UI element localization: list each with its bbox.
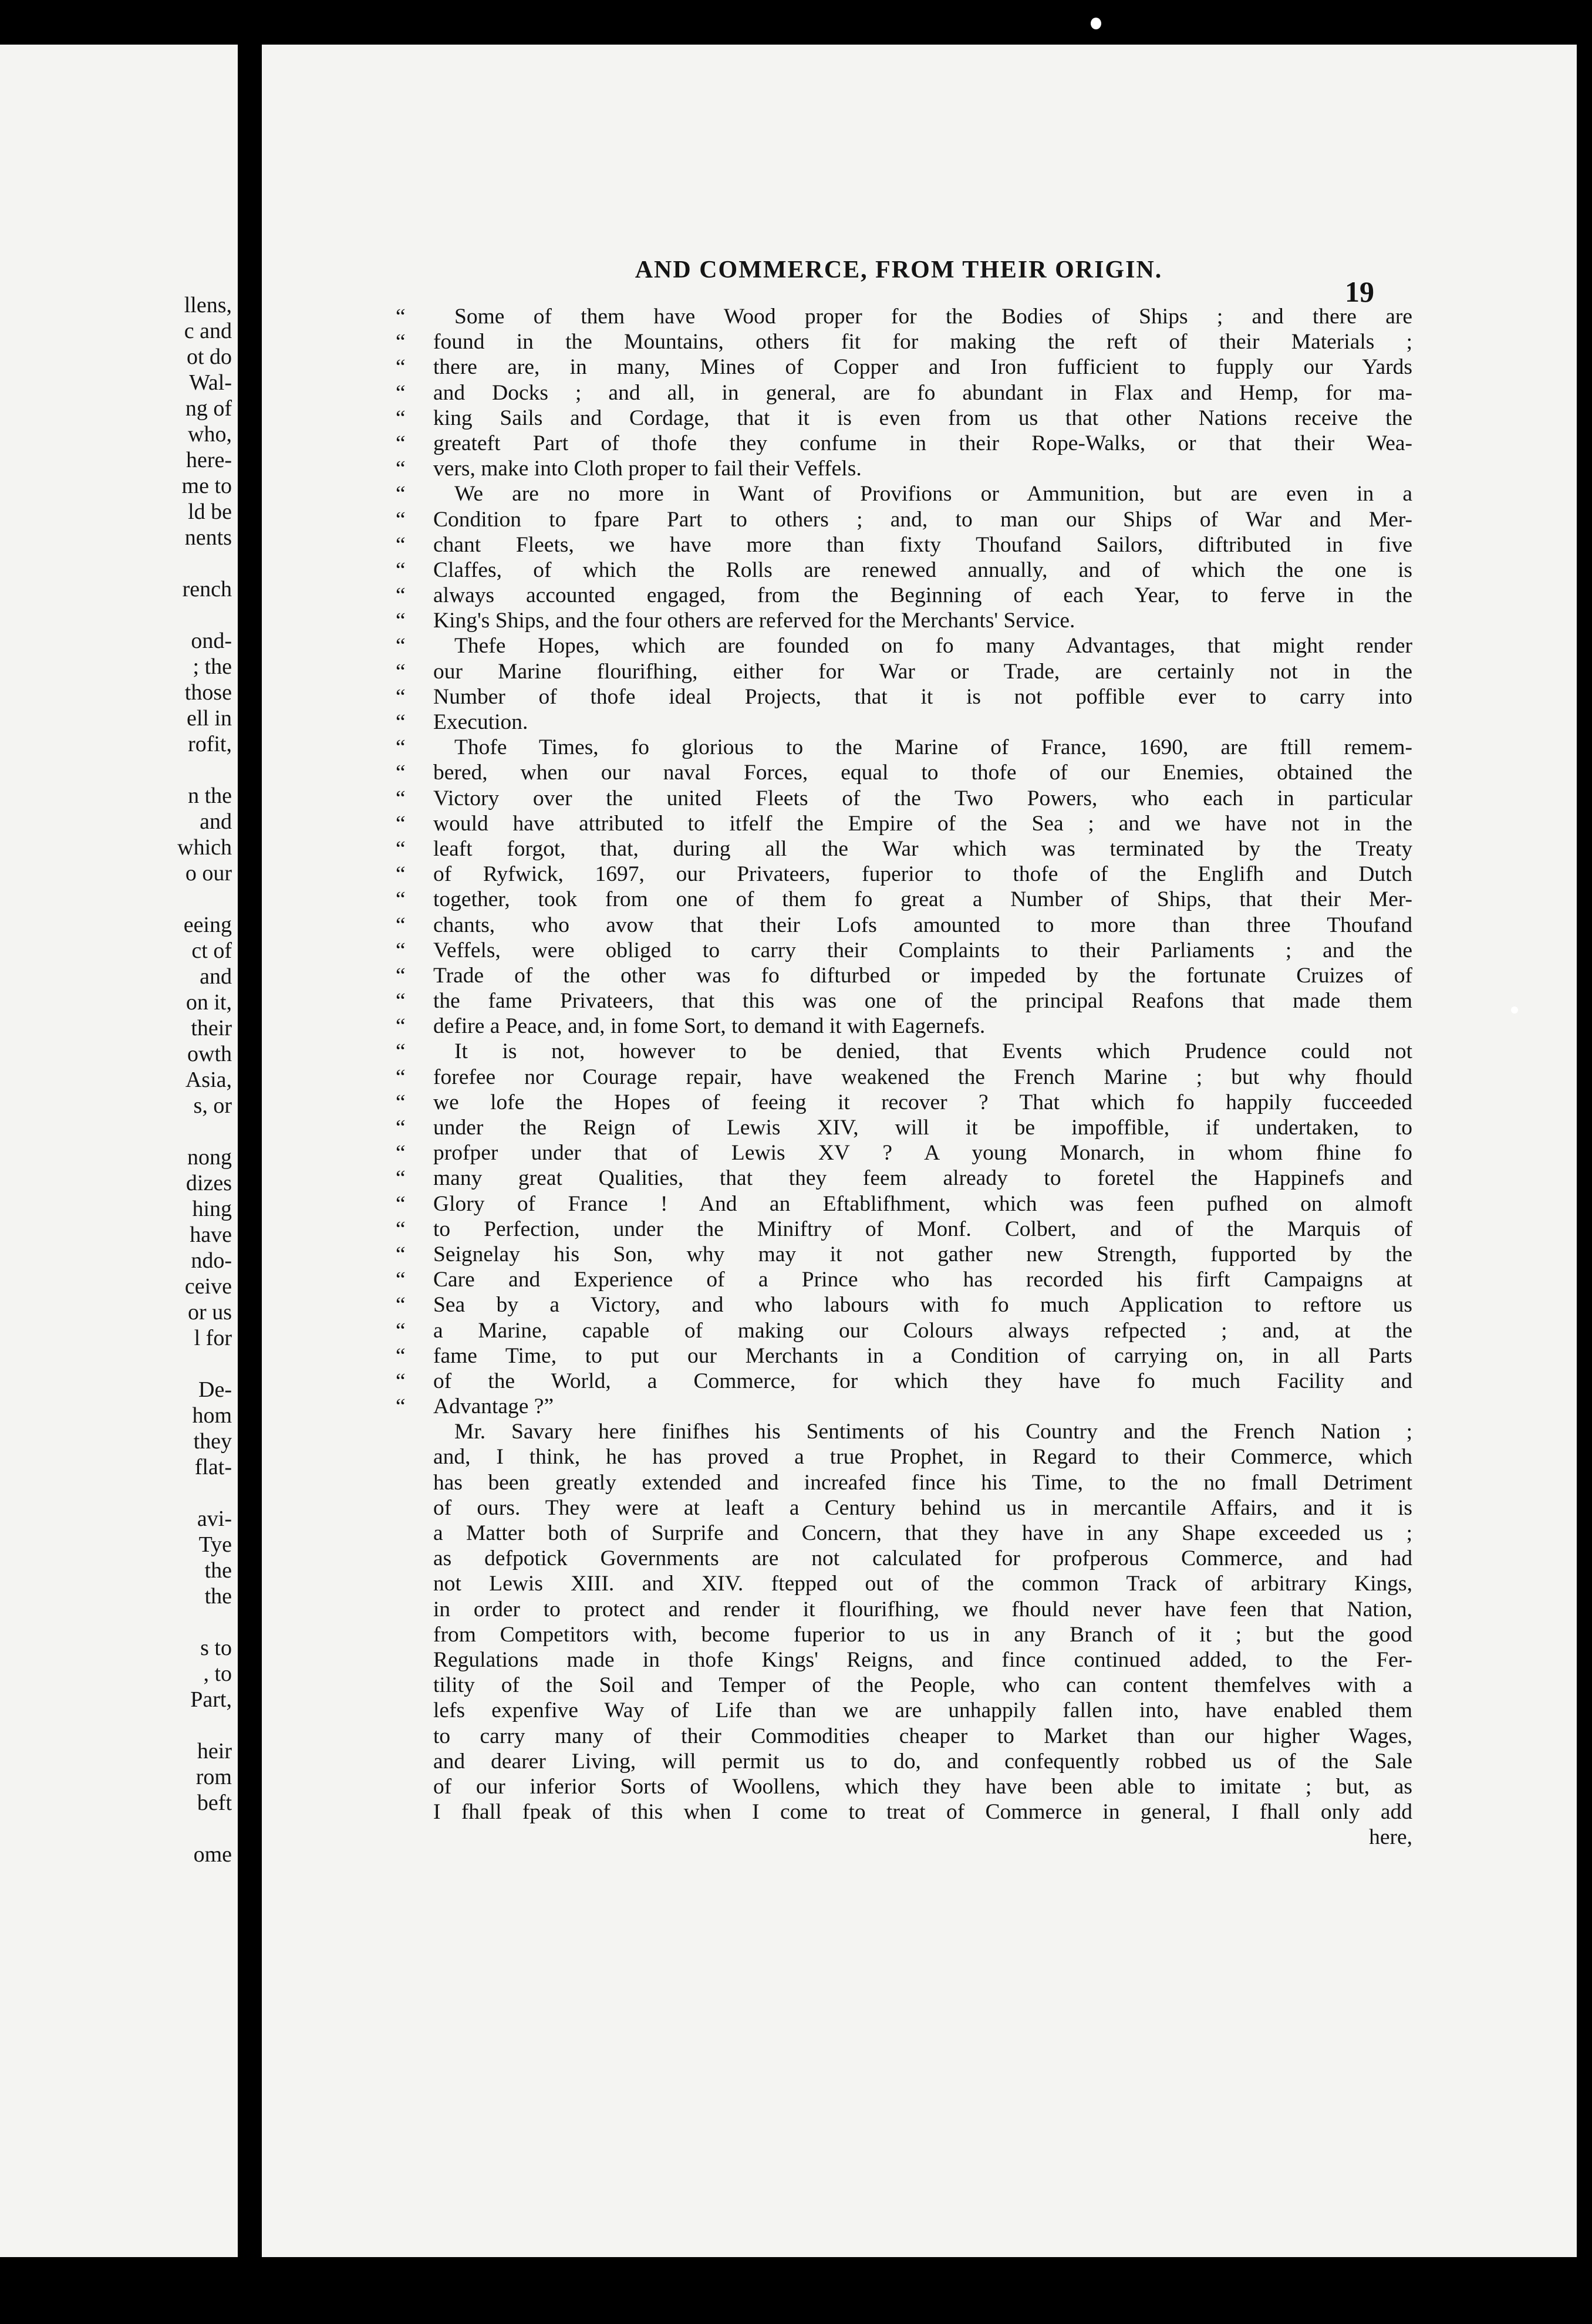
text-line (396, 1647, 1412, 1673)
text-line (396, 710, 1412, 735)
text-line (396, 1495, 1412, 1521)
scan-speck (1091, 18, 1101, 29)
quote-mark: “ (396, 355, 406, 380)
left-fragment-line: rofit, (188, 732, 232, 756)
line-text: and dearer Living, will permit us to do, and confequently robbed us of the Sale (433, 1749, 1412, 1774)
left-fragment-line: here- (185, 448, 232, 472)
quote-mark: “ (396, 330, 406, 354)
quote-mark: “ (396, 735, 406, 760)
left-fragment-line: ng of (185, 396, 232, 421)
text-line (396, 304, 1412, 329)
left-fragment-line (177, 1480, 232, 1506)
text-line (396, 583, 1412, 608)
left-fragment-line: their (191, 1016, 232, 1041)
left-fragment-line: hom (192, 1403, 232, 1428)
line-text: found in the Mountains, others fit for making the reft of their Materials ; (433, 330, 1412, 354)
line-text: Thofe Times, fo glorious to the Marine of France, 1690, are ftill remem- (454, 735, 1412, 760)
left-fragment-line: ; the (193, 654, 232, 679)
left-fragment-line: avi- (197, 1506, 232, 1531)
text-line (396, 558, 1412, 583)
text-line (396, 1039, 1412, 1064)
text-line (396, 532, 1412, 558)
text-line (396, 1369, 1412, 1394)
left-fragment-line: ceive (184, 1274, 232, 1299)
text-line (396, 1749, 1412, 1774)
line-text: Mr. Savary here finifhes his Sentiments of his Country and the French Nation ; (454, 1420, 1412, 1444)
line-text: tility of the Soil and Temper of the People, who can content themfelves with a (433, 1673, 1412, 1698)
line-text: in order to protect and render it flourifhing, we fhould never have feen that Nation, (433, 1597, 1412, 1622)
left-fragment-line: and (200, 809, 232, 834)
text-line (396, 1419, 1412, 1444)
text-line (396, 608, 1412, 633)
quote-mark: “ (396, 710, 406, 734)
line-text: Some of them have Wood proper for the Bodies of Ships ; and there are (454, 305, 1412, 329)
left-fragment-line (177, 757, 232, 783)
left-fragment-line: c and (184, 319, 232, 343)
line-text: Advantage ?” (433, 1394, 554, 1419)
quote-mark: “ (396, 938, 406, 962)
quote-mark: “ (396, 1343, 406, 1368)
quote-mark: “ (396, 1242, 406, 1266)
text-line (396, 1597, 1412, 1622)
text-line (396, 1292, 1412, 1318)
text-line (396, 836, 1412, 862)
line-text: our Marine flourifhing, either for War or Trade, are certainly not in the (433, 659, 1412, 684)
line-text: Sea by a Victory, and who labours with fo much Application to reftore us (433, 1293, 1412, 1318)
text-line (396, 1065, 1412, 1090)
left-fragment-line: Part, (190, 1687, 232, 1712)
left-fragment-line: ell in (186, 706, 232, 731)
line-text: Number of thofe ideal Projects, that it is not poffible ever to carry into (433, 684, 1412, 709)
quote-mark: “ (396, 1116, 406, 1140)
quote-mark: “ (396, 1166, 406, 1191)
quote-mark: “ (396, 380, 406, 405)
line-text: to Perfection, under the Miniftry of Monf. Colbert, and of the Marquis of (433, 1217, 1412, 1241)
left-fragment-line: Asia, (185, 1068, 232, 1092)
line-text: Thefe Hopes, which are founded on fo many Advantages, that might render (454, 634, 1412, 658)
text-line (396, 1318, 1412, 1343)
quote-mark: “ (396, 305, 406, 329)
line-text: leaft forgot, that, during all the War which was terminated by the Treaty (433, 836, 1412, 861)
line-text: there are, in many, Mines of Copper and Iron fufficient to fupply our Yards (433, 355, 1412, 380)
left-fragment-line: which (177, 835, 232, 860)
quote-mark: “ (396, 482, 406, 506)
text-line (396, 1217, 1412, 1242)
line-text: greateft Part of thofe they confume in their Rope-Walks, or that their Wea- (433, 431, 1412, 455)
text-line (396, 887, 1412, 912)
line-text: profper under that of Lewis XV ? A young Monarch, in whom fhine fo (433, 1141, 1412, 1166)
quote-mark: “ (396, 583, 406, 608)
left-fragment-line: ld be (188, 499, 232, 524)
left-fragment-line: nong (187, 1145, 232, 1170)
text-line (396, 1115, 1412, 1140)
line-text: I fhall fpeak of this when I come to treat of Commerce in general, I fhall only add (433, 1800, 1412, 1825)
quote-mark: “ (396, 1369, 406, 1393)
left-fragment-line: ct of (191, 938, 232, 963)
scan-speck (1511, 1006, 1518, 1014)
line-text: bered, when our naval Forces, equal to thofe of our Enemies, obtained the (433, 761, 1412, 785)
left-fragment-line: the (204, 1584, 232, 1609)
text-line (396, 456, 1412, 481)
text-line (396, 1724, 1412, 1749)
quote-mark: “ (396, 913, 406, 937)
quote-mark: “ (396, 684, 406, 709)
quote-mark: “ (396, 1394, 406, 1419)
left-fragment-line: De- (198, 1377, 232, 1402)
quote-mark: “ (396, 989, 406, 1014)
text-line (396, 1622, 1412, 1647)
left-fragment-line: s, or (193, 1093, 232, 1118)
left-fragment-line: me to (181, 474, 232, 498)
left-fragment-line: owth (187, 1042, 232, 1066)
quote-mark: “ (396, 532, 406, 557)
line-text: a Matter both of Surprife and Concern, that they have in any Shape exceeded us ; (433, 1521, 1412, 1545)
left-fragment-line: have (190, 1222, 232, 1247)
left-fragment-line: o our (185, 861, 232, 886)
quote-mark: “ (396, 431, 406, 455)
text-line (396, 786, 1412, 811)
quote-mark: “ (396, 1217, 406, 1241)
line-text: Victory over the united Fleets of the Two Powers, who each in particular (433, 786, 1412, 810)
quote-mark: “ (396, 836, 406, 861)
quote-mark: “ (396, 457, 406, 481)
text-line (396, 684, 1412, 710)
left-fragment-line: ndo- (191, 1248, 232, 1273)
left-fragment-line: flat- (194, 1455, 232, 1479)
line-text: It is not, however to be denied, that Events which Prudence could not (454, 1039, 1412, 1064)
line-text: of our inferior Sorts of Woollens, which they have been able to imitate ; but, as (433, 1774, 1412, 1799)
left-fragment-line (177, 602, 232, 628)
line-text: Care and Experience of a Prince who has recorded his firft Campaigns at (433, 1268, 1412, 1292)
line-text: of ours. They were at leaft a Century behind us in mercantile Affairs, and it is (433, 1495, 1412, 1520)
left-fragment-line: nents (184, 525, 232, 550)
line-text: King's Ships, and the four others are referved for the Merchants' Service. (433, 609, 1075, 633)
text-line (396, 1774, 1412, 1799)
line-text: forefee nor Courage repair, have weakened the French Marine ; but why fhould (433, 1065, 1412, 1089)
text-line (396, 1090, 1412, 1115)
line-text: king Sails and Cordage, that it is even from us that other Nations receive the (433, 406, 1412, 430)
left-fragment-line: they (193, 1429, 232, 1454)
text-line (396, 735, 1412, 760)
left-fragment-line: and (200, 964, 232, 989)
line-text: of Ryfwick, 1697, our Privateers, fuperior to thofe of the Englifh and Dutch (433, 862, 1412, 887)
left-fragment-line: dizes (185, 1171, 232, 1195)
left-fragment-line: ot do (186, 344, 232, 369)
line-text: of the World, a Commerce, for which they have fo much Facility and (433, 1369, 1412, 1393)
text-line (396, 1242, 1412, 1267)
line-text: chants, who avow that their Lofs amounted to more than three Thoufand (433, 913, 1412, 937)
text-line (396, 811, 1412, 836)
text-line (396, 1546, 1412, 1571)
left-fragment-line: those (184, 680, 232, 705)
line-text: the fame Privateers, that this was one of the principal Reafons that made them (433, 989, 1412, 1014)
left-fragment-line (177, 1609, 232, 1635)
text-line (396, 913, 1412, 938)
text-line (396, 507, 1412, 532)
line-text: under the Reign of Lewis XIV, will it be impoffible, if undertaken, to (433, 1116, 1412, 1140)
left-fragment-line: hing (192, 1197, 232, 1221)
text-line (396, 1014, 1412, 1039)
text-line (396, 1799, 1412, 1825)
quote-mark: “ (396, 963, 406, 988)
line-text: Glory of France ! And an Eftablifhment, which was feen pufhed on almoft (433, 1191, 1412, 1216)
line-text: Seignelay his Son, why may it not gather new Strength, fupported by the (433, 1242, 1412, 1266)
left-fragment-line: s to (200, 1636, 232, 1660)
line-text: as defpotick Governments are not calculated for profperous Commerce, and had (433, 1546, 1412, 1571)
left-fragment-line: l for (194, 1326, 232, 1350)
text-line (396, 1673, 1412, 1698)
left-page-text-column (177, 292, 232, 1867)
line-text: here, (1369, 1825, 1412, 1850)
left-fragment-line: rench (182, 577, 232, 602)
line-text: always accounted engaged, from the Beginning of each Year, to ferve in the (433, 583, 1412, 608)
line-text: many great Qualities, that they feem already to foretel the Happinefs and (433, 1166, 1412, 1191)
line-text: together, took from one of them fo great a Number of Ships, that their Mer- (433, 887, 1412, 912)
line-text: and, I think, he has proved a true Prophet, in Regard to their Commerce, which (433, 1445, 1412, 1470)
line-text: to carry many of their Commodities cheaper to Market than our higher Wages, (433, 1724, 1412, 1748)
line-text: vers, make into Cloth proper to fail their Veffels. (433, 457, 862, 481)
line-text: has been greatly extended and increafed fince his Time, to the no fmall Detriment (433, 1470, 1412, 1495)
text-line (396, 633, 1412, 658)
quote-mark: “ (396, 1090, 406, 1114)
text-line (396, 406, 1412, 431)
line-text: fame Time, to put our Merchants in a Condition of carrying on, in all Parts (433, 1343, 1412, 1368)
text-line (396, 1343, 1412, 1369)
text-line (396, 1267, 1412, 1292)
left-fragment-line (177, 550, 232, 576)
line-text: defire a Peace, and, in fome Sort, to demand it with Eagernefs. (433, 1014, 986, 1039)
left-fragment-line: Wal- (189, 370, 232, 395)
line-text: from Competitors with, become fuperior to us in any Branch of it ; but the good (433, 1622, 1412, 1647)
quote-mark: “ (396, 1039, 406, 1064)
main-page (262, 45, 1577, 2257)
text-line (396, 1698, 1412, 1723)
text-line (396, 431, 1412, 456)
quote-mark: “ (396, 558, 406, 582)
text-line (396, 659, 1412, 684)
left-fragment-line (177, 1351, 232, 1377)
running-head: AND COMMERCE, FROM THEIR ORIGIN. (635, 256, 1163, 283)
line-text: Veffels, were obliged to carry their Complaints to their Parliaments ; and the (433, 938, 1412, 962)
quote-mark: “ (396, 761, 406, 785)
line-text: would have attributed to itfelf the Empire of the Sea ; and we have not in the (433, 811, 1412, 836)
line-text: Condition to fpare Part to others ; and, to man our Ships of War and Mer- (433, 507, 1412, 532)
left-fragment-line (177, 886, 232, 912)
line-text: chant Fleets, we have more than fixty Thoufand Sailors, diftributed in five (433, 532, 1412, 557)
quote-mark: “ (396, 634, 406, 658)
quote-mark: “ (396, 1141, 406, 1166)
text-line (396, 1140, 1412, 1166)
quote-mark: “ (396, 609, 406, 633)
text-line (396, 1191, 1412, 1217)
text-line (396, 1166, 1412, 1191)
left-page-fragment (0, 45, 238, 2257)
body-text (396, 304, 1412, 1850)
quote-mark: “ (396, 1014, 406, 1039)
line-text: not Lewis XIII. and XIV. ftepped out of the common Track of arbitrary Kings, (433, 1572, 1412, 1596)
line-text: Execution. (433, 710, 528, 734)
left-fragment-line: llens, (184, 293, 232, 317)
text-line (396, 354, 1412, 380)
line-text: Claffes, of which the Rolls are renewed annually, and of which the one is (433, 558, 1412, 582)
quote-mark: “ (396, 507, 406, 532)
left-fragment-line (177, 1816, 232, 1842)
left-fragment-line: heir (197, 1739, 232, 1764)
left-fragment-line: n the (188, 783, 232, 808)
text-line (396, 760, 1412, 785)
quote-mark: “ (396, 659, 406, 684)
left-fragment-line: on it, (185, 990, 232, 1015)
left-fragment-line (177, 1119, 232, 1144)
left-fragment-line: , to (203, 1661, 232, 1686)
text-line (396, 862, 1412, 887)
left-fragment-line: beft (197, 1791, 232, 1815)
text-line (396, 1394, 1412, 1419)
quote-mark: “ (396, 786, 406, 810)
left-fragment-line: or us (188, 1300, 232, 1325)
line-text: Trade of the other was fo difturbed or impeded by the fortunate Cruizes of (433, 963, 1412, 988)
line-text: We are no more in Want of Provifions or Ammunition, but are even in a (454, 482, 1412, 506)
text-line (396, 1825, 1412, 1850)
line-text: Regulations made in thofe Kings' Reigns, and fince continued added, to the Fer- (433, 1647, 1412, 1672)
text-line (396, 1470, 1412, 1495)
line-text: we lofe the Hopes of feeing it recover ? That which fo happily fucceeded (433, 1090, 1412, 1114)
quote-mark: “ (396, 887, 406, 912)
quote-mark: “ (396, 1191, 406, 1216)
text-line (396, 1571, 1412, 1596)
left-fragment-line: eeing (183, 913, 232, 937)
line-text: and Docks ; and all, in general, are fo abundant in Flax and Hemp, for ma- (433, 380, 1412, 405)
text-line (396, 1444, 1412, 1470)
text-line (396, 481, 1412, 506)
left-fragment-line: who, (188, 422, 232, 447)
left-fragment-line (177, 1712, 232, 1738)
line-text: lefs expenfive Way of Life than we are unhappily fallen into, have enabled them (433, 1698, 1412, 1723)
text-line (396, 988, 1412, 1014)
text-line (396, 938, 1412, 963)
quote-mark: “ (396, 1268, 406, 1292)
quote-mark: “ (396, 406, 406, 430)
left-fragment-line: Tye (198, 1532, 232, 1557)
left-fragment-line: the (204, 1558, 232, 1583)
line-text: a Marine, capable of making our Colours always refpected ; and, at the (433, 1318, 1412, 1343)
quote-mark: “ (396, 862, 406, 887)
left-fragment-line: ond- (191, 629, 232, 653)
text-line (396, 963, 1412, 988)
left-fragment-line: ome (193, 1842, 232, 1867)
text-line (396, 1521, 1412, 1546)
quote-mark: “ (396, 811, 406, 836)
page-number: 19 (1345, 275, 1374, 308)
quote-mark: “ (396, 1293, 406, 1318)
quote-mark: “ (396, 1065, 406, 1089)
text-line (396, 380, 1412, 406)
text-line (396, 329, 1412, 354)
left-fragment-line: rom (195, 1765, 232, 1789)
quote-mark: “ (396, 1318, 406, 1343)
